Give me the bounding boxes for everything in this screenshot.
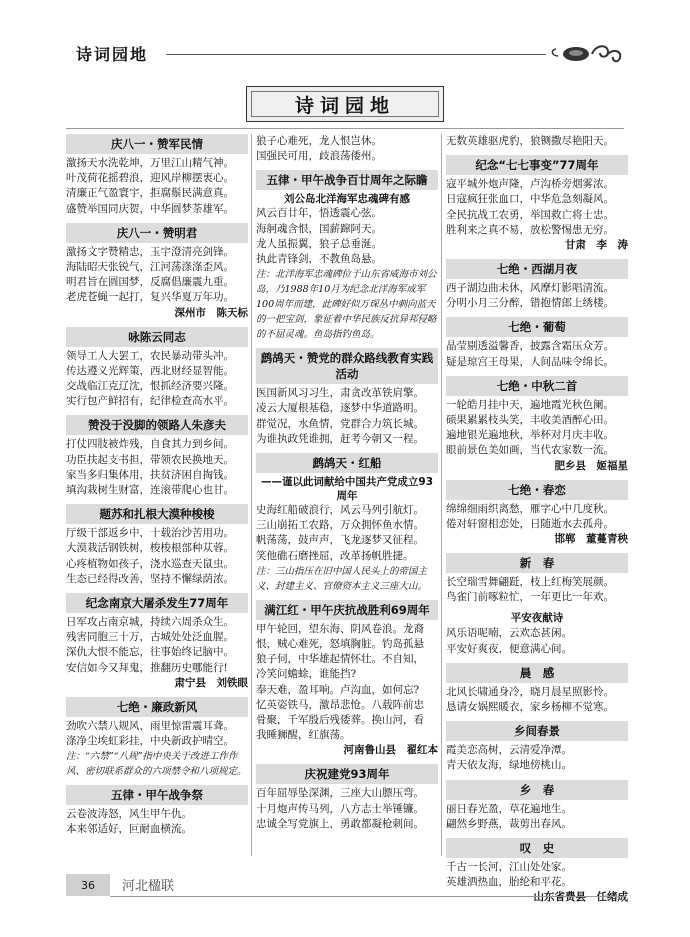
poem-line: 海陆昭天张锐气，江河荡涤涤歪风。 — [66, 261, 234, 274]
poem-line: 生态已经得改善，坚持不懈绿荫浓。 — [66, 572, 234, 585]
poem-line: 深仇大恨不能忘，往事始终记脑中。 — [66, 646, 234, 659]
main-title: 诗词园地 — [251, 91, 439, 117]
poem-line: 本来邻适好，叵耐血横流。 — [66, 823, 192, 836]
poem-line: 帆荡荡，鼓声声，飞龙逐梦又征程。 — [256, 534, 424, 547]
poem-line: 倦对轩窗相恋处，日随逝水去孤舟。 — [446, 517, 614, 530]
poem-note: 注：北洋海军忠魂碑位于山东省威海市刘公岛，乃1988年10月为纪念北洋海军成军100周年而建，此碑好似万琛丛中刺向蓝天的一把宝剑，象征着中华民族反抗异邦侵略的不屈灵魂。鱼岛指钓鱼岛。 — [256, 269, 437, 341]
poem-subtitle: ——谨以此词献给中国共产党成立93周年 — [260, 476, 434, 503]
poem — [446, 553, 628, 605]
poem-line: 填沟栽树生财富，连滚带爬心也甘。 — [66, 484, 234, 497]
poem-title: 咏陈云同志 — [66, 327, 248, 347]
poem-note: 注：“六禁”“八规”指中央关于改进工作作风、密切联系群众的六项禁令和八项规定。 — [66, 751, 247, 778]
poem-line: 医国新风习习生，肃贪改革铁肩擎。 — [256, 387, 424, 400]
poem — [446, 721, 628, 773]
poem-line: 晶莹剔透溢馨香，披露含霜压众芳。 — [446, 340, 614, 353]
column-1 — [66, 134, 248, 844]
poem-line: 霞美恋高树，云清爱净潭。 — [446, 744, 572, 757]
poem-line: 安信如今又拜鬼，推翻历史哪能行! — [66, 661, 228, 674]
poem-title: 满江红・甲午庆抗战胜利69周年 — [256, 600, 438, 620]
poem-line: 丽日春光盈，草花遍地生。 — [446, 802, 572, 815]
poem — [66, 504, 248, 587]
poem-line: 无数英雄驱虎豹，狼铡撒尽艳阳天。 — [446, 135, 614, 147]
poem-author: 肥乡县 姬福星 — [554, 459, 628, 472]
poem-title: 七绝・西湖月夜 — [446, 259, 628, 279]
poem-title: 七绝・中秋二首 — [446, 376, 628, 396]
poem-line: 风乐语呢喃，云欢态甚闲。 — [446, 627, 572, 640]
poem-title: 鹧鸪天・红船 — [256, 453, 438, 473]
poem-line: 恳请女娲熙暖衣，家乡杨柳不觉寒。 — [446, 701, 614, 714]
poem-line: 翩然乡野燕，裁剪出春风。 — [446, 817, 572, 830]
poem-line: 大漠栽活钢铁树，梭梭根部种苁蓉。 — [66, 542, 234, 555]
poem-line: 打仗四肢被炸残，自食其力到乡间。 — [66, 438, 234, 451]
poem-line: 狼子伺，中华雄起情怀壮。不自知， — [256, 653, 424, 666]
poem-line: 我睡狮醒，红旗荡。 — [256, 729, 351, 742]
poem-line: 为谁执政凭谁拥，赶考今朝又一程。 — [256, 432, 424, 445]
poem-line: 眼前景色美如画，当代农家数一流。 — [446, 444, 614, 457]
poem — [66, 785, 248, 837]
poem — [446, 317, 628, 369]
poem-line: 劲吹六禁八规风，雨里惊雷震耳聋。 — [66, 719, 234, 732]
poem-author: 甘肃 李 涛 — [565, 239, 628, 252]
poem-line: 千古一长河，江山处处家。 — [446, 861, 572, 874]
poem — [446, 376, 628, 474]
poem — [446, 259, 628, 311]
poem-line: 执此青锋剑，不教鱼岛悬。 — [256, 253, 382, 266]
poem-line: 北风长啸通身冷，晓月晨星照影怜。 — [446, 685, 614, 698]
poem-line: 传达遵义光辉策，西北财经显智能。 — [66, 364, 234, 377]
poem-line: 恨，贼心难死，怒填胸脏。钓岛孤悬 — [256, 638, 424, 651]
poem-line: 三山崩拓工农路，万众拥怀鱼水情。 — [256, 519, 424, 532]
poem-line: 心疼植物如孩子，浇水巡查天鼠虫。 — [66, 557, 234, 570]
poem-title: 纪念南京大屠杀发生77周年 — [66, 593, 248, 613]
poem-line: 交战临江克辽沈，恨抓经济要兴隆。 — [66, 380, 234, 393]
poem — [256, 170, 438, 342]
poem-title: 乡 春 — [446, 780, 628, 800]
poem-line: 英雄洒热血，胎纶和平花。 — [446, 876, 572, 889]
poem-line: 实行包产鲜招有，纪律检查高水平。 — [66, 395, 234, 408]
poem-title: 赞没于没脚的领路人朱彦夫 — [66, 415, 248, 435]
poem-author: 邯郸 董蔓青秧 — [554, 533, 628, 546]
poem-title: 庆八一・赞明君 — [66, 223, 248, 243]
column-divider — [251, 134, 252, 856]
journal-name: 河北楹联 — [122, 879, 175, 894]
poem-line: 青天依友海，绿地傍桃山。 — [446, 759, 572, 772]
poem-title: 纪念“七七事变”77周年 — [446, 155, 628, 175]
poem — [66, 697, 248, 779]
poem-line: 叶茂荷花摇碧浪，迎风岸柳摆衷心。 — [66, 172, 234, 185]
poem — [256, 134, 438, 164]
poem-line: 硕果累累枝头笑，丰收美酒醉心田。 — [446, 414, 614, 427]
poem-line: 笑他礁石磨挫屈，改革扬帆胜捷。 — [256, 549, 414, 562]
poem-title: 叹 史 — [446, 838, 628, 858]
poem-line: 激扬文字赞精忠，玉宇澄清亮剑锋。 — [66, 245, 234, 258]
poem-line: 长空瑞雪舞翩跹，枝上红梅笑展颜。 — [446, 576, 614, 589]
poem-title: 七绝・廉政新风 — [66, 697, 248, 717]
poem — [446, 611, 628, 656]
poem-line: 激扬天水洗乾坤，万里江山精气神。 — [66, 157, 234, 169]
poem — [66, 134, 248, 217]
poem-line: 史海红船破浪行，风云马列引航灯。 — [256, 504, 424, 517]
poem-line: 狼子心难死，龙人恨岂休。 — [256, 135, 382, 147]
poem-line: 骨聚，千军殷后残倭葬。换山河，看 — [256, 714, 424, 727]
poem-line: 日军攻占南京城，持续六周杀众生。 — [66, 616, 234, 629]
poem-line: 凌云大厦根基稳，逐梦中华道路明。 — [256, 402, 424, 415]
poem-line: 领导工人大罢工，农民暴动带头冲。 — [66, 349, 234, 362]
poem-title: 新 春 — [446, 553, 628, 573]
poem-title: 庆祝建党93周年 — [256, 764, 438, 784]
section-label: 诗词园地 — [76, 45, 149, 64]
poem-line: 忠诚全写党旗上，勇敢都凝枪刺间。 — [256, 817, 424, 830]
poem-author: 河南鲁山县 翟红本 — [343, 744, 438, 757]
poem-title: 平安夜献诗 — [510, 612, 564, 625]
poem-title: 五律・甲午战争百廿周年之际瞻 — [256, 170, 438, 190]
poem — [446, 155, 628, 253]
poem-line: 残害同胞三十万，古城处处泛血腥。 — [66, 631, 234, 644]
poem-title: 七绝・葡萄 — [446, 317, 628, 337]
poem-line: 盛赞举国同庆贺，中华圆梦荼雄军。 — [66, 202, 234, 215]
poem-line: 国强民可用，歧浪荡倭州。 — [256, 150, 382, 163]
column-divider — [441, 134, 442, 856]
poem-line: 百年屈辱坠深渊，三座大山膘压弯。 — [256, 787, 424, 800]
poem-line: 云卷波涛怒，风生甲午仇。 — [66, 808, 192, 821]
poem-line: 全民抗战工农勇，举国救亡将士忠。 — [446, 208, 614, 221]
poem-line: 甲午轮回，望东海、阴风卷浪。龙裔 — [256, 622, 424, 635]
poem-line: 家当多归集体用，扶贫济困自掏钱。 — [66, 468, 234, 481]
page-number: 36 — [66, 874, 110, 896]
poem-line: 寇平城外炮声隆，卢沟桥旁烟雾浓。 — [446, 178, 614, 191]
poem-line: 风云百廿年，悟透震心弦。 — [256, 207, 382, 220]
poem-line: 厅级干部返乡中，十载治沙苦用功。 — [66, 527, 234, 540]
poem-title: 乡间春景 — [446, 721, 628, 741]
poem-line: 功臣扶起支书担，带领农民换地天。 — [66, 453, 234, 466]
poem-title: 七绝・春恋 — [446, 480, 628, 500]
poem-title: 鹧鸪天・赞党的群众路线教育实践活动 — [256, 348, 438, 384]
page-footer — [66, 872, 626, 898]
poem-line: 平安好爽夜，便意满心间。 — [446, 642, 572, 655]
poem — [256, 600, 438, 759]
poem-author: 肃宁县 刘铁眼 — [174, 676, 248, 689]
poem — [446, 663, 628, 715]
poem-subtitle: 刘公岛北洋海军忠魂碑有感 — [284, 193, 410, 206]
poem — [256, 453, 438, 594]
poem-author: 山东省费县 任绪成 — [533, 891, 628, 904]
poem-line: 忆英姿铁马，激昂悲怆。八载阵前忠 — [256, 698, 424, 711]
poem-line: 海舸魂含恨，国薪蹿阿天。 — [256, 222, 382, 235]
poem — [66, 593, 248, 691]
poem-line: 遍地银光遍地秋，举杯对月庆丰收。 — [446, 429, 614, 442]
poem-note: 注：三山指压在旧中国人民头上的帝国主义、封建主义、官僚资本主义三座大山。 — [256, 565, 428, 592]
poem — [66, 223, 248, 321]
poem-line: 清廉正气盈寰宇，拒腐鬃民满意真。 — [66, 187, 234, 200]
poem — [446, 480, 628, 547]
poem — [66, 415, 248, 498]
poem-line: 日寇疯狂张血口，中华危急刻凝风。 — [446, 193, 614, 206]
poem-title: 晨 感 — [446, 663, 628, 683]
poem-line: 一轮皓月挂中天，遍地霞光秋色阑。 — [446, 398, 614, 411]
poem — [446, 134, 628, 149]
poem — [446, 780, 628, 832]
poem — [256, 764, 438, 832]
poem-line: 西子湖边曲未休，风摩灯影唱清流。 — [446, 282, 614, 295]
footer-rule — [110, 896, 626, 897]
poem-title: 五律・甲午战争祭 — [66, 785, 248, 805]
poem-line: 涤净尘埃虹彩挂，中央新政护晴空。 — [66, 735, 234, 748]
title-rule — [66, 128, 624, 129]
poem-line: 明君旨在圆国梦，反腐倡廉震九重。 — [66, 276, 234, 289]
poem — [256, 348, 438, 447]
column-2 — [256, 134, 438, 838]
section-header — [66, 40, 626, 68]
poem-line: 分明小月三分醉，错抱情郎上绣楼。 — [446, 297, 614, 310]
poem-line: 奉天难，盈耳响。卢沟血，如何忘? — [256, 683, 420, 696]
poem-author: 深州市 陈天标 — [174, 306, 248, 319]
poem-line: 老虎苍蝇一起打，复兴华夏万年功。 — [66, 291, 234, 304]
poem-line: 群觉况，水鱼情，党群合力筑长城。 — [256, 417, 424, 430]
poem-line: 冷笑问蟾蜍，谁能挡? — [256, 668, 357, 681]
column-3 — [446, 134, 628, 911]
poem-line: 胜利来之真不易，放松警惕患无穷。 — [446, 223, 614, 236]
poem-line: 十月炮声传马列，八方志士举锤镰。 — [256, 802, 424, 815]
poem-line: 疑是琼宫王母果，人间品味令绵长。 — [446, 355, 614, 368]
main-title-frame — [246, 86, 444, 122]
poem — [66, 327, 248, 410]
poem-line: 绵绵细雨织离愁，雁字心中几度秋。 — [446, 502, 614, 515]
header-rule — [166, 54, 546, 55]
poem-title: 庆八一・赞军民情 — [66, 134, 248, 154]
poem-line: 鸟雀门前啄粒忙，一年更比一年欢。 — [446, 591, 614, 604]
cloud-ornament-icon — [546, 40, 626, 68]
poem-title: 题苏和扎根大漠种梭梭 — [66, 504, 248, 524]
poem-line: 龙人虽振翼，狼子总垂涎。 — [256, 237, 382, 250]
